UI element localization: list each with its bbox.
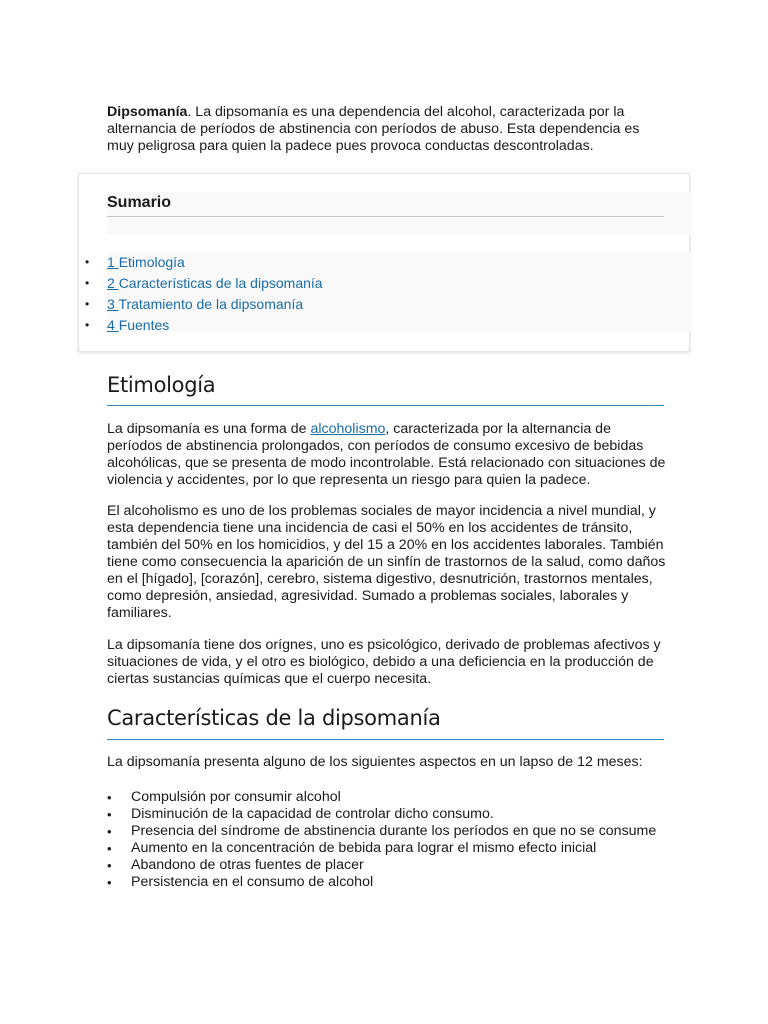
list-item xyxy=(107,840,667,857)
bullet-icon: • xyxy=(107,875,112,890)
list-item-text: Compulsión por consumir alcohol xyxy=(131,789,341,805)
etimologia-paragraph-3: La dipsomanía tiene dos orígnes, uno es psicológico, derivado de problemas afectivos y situaciones de vida, y el otro es biológico, debido a una deficiencia en la producción de ciertas sustancias químicas que el cuerpo necesita. xyxy=(107,637,661,687)
list-item xyxy=(107,789,667,806)
bullet-icon: • xyxy=(107,841,112,856)
summary-list xyxy=(79,252,323,336)
summary-link-fuentes[interactable]: Fuentes xyxy=(118,317,170,333)
list-item-text: Abandono de otras fuentes de placer xyxy=(131,857,364,873)
summary-divider xyxy=(107,216,664,217)
caracteristicas-list xyxy=(107,789,667,891)
summary-item-etimologia[interactable] xyxy=(79,252,323,273)
section-rule-caracteristicas xyxy=(107,739,664,740)
list-item-text: Persistencia en el consumo de alcohol xyxy=(131,874,374,890)
list-item-text: Disminución de la capacidad de controlar dicho consumo. xyxy=(131,806,494,822)
summary-item-number: 2 xyxy=(107,275,119,291)
list-item-text: Aumento en la concentración de bebida para lograr el mismo efecto inicial xyxy=(131,840,597,856)
summary-item-caracteristicas[interactable] xyxy=(79,273,323,294)
bullet-icon: • xyxy=(85,276,90,290)
list-item xyxy=(107,806,667,823)
summary-title: Sumario xyxy=(107,194,172,211)
intro-term: Dipsomanía xyxy=(107,104,188,120)
alcoholismo-link[interactable]: alcoholismo xyxy=(310,421,386,437)
bullet-icon: • xyxy=(107,807,112,822)
summary-box xyxy=(78,173,690,352)
etimologia-paragraph-2: El alcoholismo es uno de los problemas sociales de mayor incidencia a nivel mundial, y esta dependencia tiene una incidencia de casi el 50% en los accidentes de tránsito, también del 50% en los homicidios, y del 15 a 20% en los accidentes laborales. También tiene como consecuencia la aparición de un sinfín de trastornos de la salud, como daños en el [hígado], [corazón], cerebro, sistema digestivo, desnutrición, trastornos mentales, como depresión, ansiedad, agresividad. Sumado a problemas sociales, laborales y familiares. xyxy=(107,503,666,621)
section-heading-etimologia: Etimología xyxy=(107,373,216,397)
bullet-icon: • xyxy=(107,858,112,873)
etimologia-p1-after: , caracterizada por la alternancia de períodos de abstinencia prolongados, con períodos de consumo excesivo de bebidas alcohólicas, que se presenta de modo incontrolable. Está relacionado con situaciones de violencia y accidentes, por lo que representa un riesgo para quien la padece. xyxy=(107,421,666,488)
caracteristicas-intro: La dipsomanía presenta alguno de los siguientes aspectos en un lapso de 12 meses: xyxy=(107,754,643,770)
etimologia-paragraph-1 xyxy=(107,421,667,489)
bullet-icon: • xyxy=(85,255,90,269)
summary-link-tratamiento[interactable]: Tratamiento de la dipsomanía xyxy=(118,296,304,312)
etimologia-p1-before: La dipsomanía es una forma de xyxy=(107,421,311,437)
intro-paragraph xyxy=(107,104,667,155)
bullet-icon: • xyxy=(85,297,90,311)
summary-item-number: 1 xyxy=(107,254,119,270)
intro-text: . La dipsomanía es una dependencia del alcohol, caracterizada por la alternancia de períodos de abstinencia con períodos de abuso. Esta dependencia es muy peligrosa para quien la padece pues provoca conductas descontroladas. xyxy=(107,104,640,154)
summary-link-caracteristicas[interactable]: Características de la dipsomanía xyxy=(118,275,323,291)
bullet-icon: • xyxy=(107,790,112,805)
summary-item-tratamiento[interactable] xyxy=(79,294,323,315)
summary-item-number: 3 xyxy=(107,296,119,312)
summary-item-fuentes[interactable] xyxy=(79,315,323,336)
summary-link-etimologia[interactable]: Etimología xyxy=(118,254,185,270)
section-rule-etimologia xyxy=(107,405,664,406)
bullet-icon: • xyxy=(107,824,112,839)
list-item xyxy=(107,874,667,891)
list-item-text: Presencia del síndrome de abstinencia durante los períodos en que no se consume xyxy=(131,823,657,839)
summary-item-number: 4 xyxy=(107,317,119,333)
section-heading-caracteristicas: Características de la dipsomanía xyxy=(107,706,441,730)
summary-header-background xyxy=(107,192,692,234)
list-item xyxy=(107,823,667,840)
bullet-icon: • xyxy=(85,318,90,332)
list-item xyxy=(107,857,667,874)
